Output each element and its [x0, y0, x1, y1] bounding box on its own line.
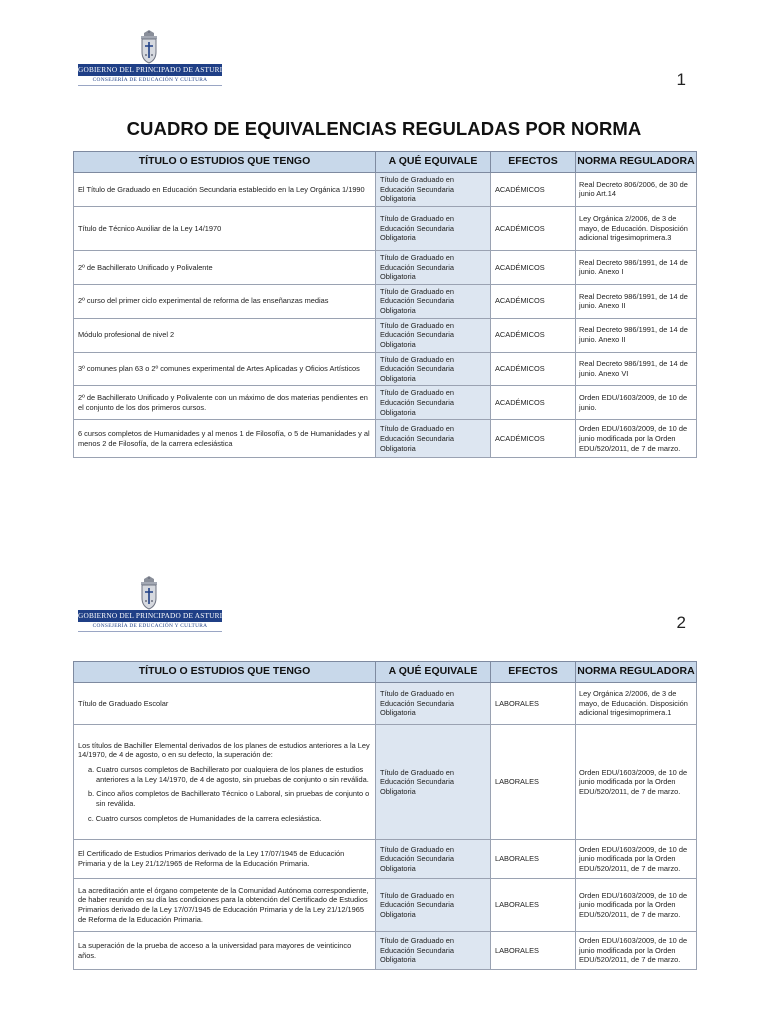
header-efectos: EFECTOS	[491, 152, 576, 173]
cell-estudios: El Título de Graduado en Educación Secundaria establecido en la Ley Orgánica 1/1990	[74, 173, 376, 207]
cell-estudios: La acreditación ante el órgano competente de la Comunidad Autónoma correspondiente, de haber reunido en su día las condiciones para la obtención del Certificado de Estudios Primarios derivado de la Ley 17/07/1945 de Educación Primaria y de la Ley 21/12/1965 de Reforma de la Educación Primaria.	[74, 879, 376, 932]
cell-estudios: El Certificado de Estudios Primarios derivado de la Ley 17/07/1945 de Educación Primaria y de la Ley 21/12/1965 de Reforma de la Educación Primaria.	[74, 840, 376, 879]
cell-norma: Orden EDU/1603/2009, de 10 de junio modificada por la Orden EDU/520/2011, de 7 de marzo.	[576, 420, 697, 458]
cell-estudios: 6 cursos completos de Humanidades y al menos 1 de Filosofía, o 5 de Humanidades y al menos 2 de Filosofía, de la carrera eclesiástica	[74, 420, 376, 458]
table-row	[74, 725, 697, 840]
cell-efectos: ACADÉMICOS	[491, 386, 576, 420]
cell-norma: Ley Orgánica 2/2006, de 3 de mayo, de Educación. Disposición adicional trigesimoprimera.1	[576, 683, 697, 725]
header-equivale: A QUÉ EQUIVALE	[376, 662, 491, 683]
cell-equivale: Título de Graduado en Educación Secundaria Obligatoria	[376, 173, 491, 207]
cell-equivale: Título de Graduado en Educación Secundaria Obligatoria	[376, 683, 491, 725]
table-row	[74, 386, 697, 420]
table-row	[74, 840, 697, 879]
cell-norma: Real Decreto 986/1991, de 14 de junio. Anexo II	[576, 284, 697, 318]
cell-efectos: LABORALES	[491, 932, 576, 970]
header-efectos: EFECTOS	[491, 662, 576, 683]
cell-efectos: ACADÉMICOS	[491, 318, 576, 352]
cell-efectos: ACADÉMICOS	[491, 206, 576, 250]
header-norma: NORMA REGULADORA	[576, 152, 697, 173]
cell-efectos: ACADÉMICOS	[491, 250, 576, 284]
cell-estudios: 2º curso del primer ciclo experimental de reforma de las enseñanzas medias	[74, 284, 376, 318]
table-row	[74, 420, 697, 458]
page-number: 2	[676, 613, 686, 632]
header-equivale: A QUÉ EQUIVALE	[376, 152, 491, 173]
cell-estudios: Título de Técnico Auxiliar de la Ley 14/1970	[74, 206, 376, 250]
table-row	[74, 250, 697, 284]
cell-equivale: Título de Graduado en Educación Secundaria Obligatoria	[376, 840, 491, 879]
cell-efectos: LABORALES	[491, 725, 576, 840]
equivalences-table-labor	[73, 661, 697, 970]
table-row	[74, 879, 697, 932]
logo-underline	[78, 85, 222, 86]
cell-efectos: ACADÉMICOS	[491, 284, 576, 318]
cell-equivale: Título de Graduado en Educación Secundaria Obligatoria	[376, 879, 491, 932]
cell-efectos: LABORALES	[491, 683, 576, 725]
cell-estudios: La superación de la prueba de acceso a la universidad para mayores de veinticinco años.	[74, 932, 376, 970]
cell-equivale: Título de Graduado en Educación Secundaria Obligatoria	[376, 206, 491, 250]
cell-estudios: Título de Graduado Escolar	[74, 683, 376, 725]
cell-equivale: Título de Graduado en Educación Secundaria Obligatoria	[376, 318, 491, 352]
cell-estudios: Módulo profesional de nivel 2	[74, 318, 376, 352]
cell-norma: Orden EDU/1603/2009, de 10 de junio modificada por la Orden EDU/520/2011, de 7 de marzo.	[576, 879, 697, 932]
cell-equivale: Título de Graduado en Educación Secundaria Obligatoria	[376, 352, 491, 386]
header-estudios: TÍTULO O ESTUDIOS QUE TENGO	[74, 662, 376, 683]
requirement-item-c: c. Cuatro cursos completos de Humanidades de la carrera eclesiástica.	[88, 813, 322, 823]
logo-banner-text: GOBIERNO DEL PRINCIPADO DE ASTURIAS	[78, 611, 233, 620]
document-page-2	[0, 560, 768, 1024]
cell-equivale: Título de Graduado en Educación Secundaria Obligatoria	[376, 250, 491, 284]
header-estudios: TÍTULO O ESTUDIOS QUE TENGO	[74, 152, 376, 173]
table-row	[74, 318, 697, 352]
coat-of-arms-icon	[136, 576, 162, 610]
coat-of-arms-icon	[136, 30, 162, 64]
requirement-item-b: b. Cinco años completos de Bachillerato Técnico o Laboral, sin pruebas de conjunto o sin reválida.	[88, 789, 370, 808]
cell-equivale: Título de Graduado en Educación Secundaria Obligatoria	[376, 420, 491, 458]
requirement-item-a: a. Cuatro cursos completos de Bachillerato por cualquiera de los planes de estudios anteriores a la Ley 14/1970, de 4 de agosto, sin pruebas de conjunto o sin reválida.	[88, 765, 369, 784]
table-row	[74, 206, 697, 250]
cell-efectos: ACADÉMICOS	[491, 420, 576, 458]
cell-equivale: Título de Graduado en Educación Secundaria Obligatoria	[376, 386, 491, 420]
cell-norma: Real Decreto 806/2006, de 30 de junio Art.14	[576, 173, 697, 207]
cell-equivale: Título de Graduado en Educación Secundaria Obligatoria	[376, 725, 491, 840]
cell-norma: Orden EDU/1603/2009, de 10 de junio modificada por la Orden EDU/520/2011, de 7 de marzo.	[576, 840, 697, 879]
requirements-intro: Los títulos de Bachiller Elemental derivados de los planes de estudios anteriores a la Ley 14/1970, de 4 de agosto, o en su defecto, la superación de:	[78, 740, 370, 760]
logo-banner-text: GOBIERNO DEL PRINCIPADO DE ASTURIAS	[78, 65, 233, 74]
cell-norma: Ley Orgánica 2/2006, de 3 de mayo, de Educación. Disposición adicional trigesimoprimera.3	[576, 206, 697, 250]
cell-efectos: ACADÉMICOS	[491, 173, 576, 207]
cell-estudios	[74, 725, 376, 840]
table-row	[74, 284, 697, 318]
cell-estudios: 2º de Bachillerato Unificado y Polivalente con un máximo de dos materias pendientes en el conjunto de los dos primeros cursos.	[74, 386, 376, 420]
table-header-row	[74, 662, 697, 683]
table-row	[74, 932, 697, 970]
cell-efectos: ACADÉMICOS	[491, 352, 576, 386]
cell-norma: Orden EDU/1603/2009, de 10 de junio modificada por la Orden EDU/520/2011, de 7 de marzo.	[576, 725, 697, 840]
logo-subtitle: CONSEJERÍA DE EDUCACIÓN Y CULTURA	[92, 77, 208, 83]
cell-efectos: LABORALES	[491, 840, 576, 879]
cell-estudios: 3º comunes plan 63 o 2º comunes experimental de Artes Aplicadas y Oficios Artísticos	[74, 352, 376, 386]
table-header-row	[74, 152, 697, 173]
logo-subtitle: CONSEJERÍA DE EDUCACIÓN Y CULTURA	[92, 623, 208, 629]
cell-estudios: 2º de Bachillerato Unificado y Polivalente	[74, 250, 376, 284]
cell-equivale: Título de Graduado en Educación Secundaria Obligatoria	[376, 932, 491, 970]
page-number: 1	[676, 70, 686, 89]
cell-norma: Real Decreto 986/1991, de 14 de junio. Anexo VI	[576, 352, 697, 386]
cell-norma: Orden EDU/1603/2009, de 10 de junio modificada por la Orden EDU/520/2011, de 7 de marzo.	[576, 932, 697, 970]
table-row	[74, 173, 697, 207]
cell-norma: Orden EDU/1603/2009, de 10 de junio.	[576, 386, 697, 420]
document-title: CUADRO DE EQUIVALENCIAS REGULADAS POR NORMA	[126, 118, 642, 139]
header-norma: NORMA REGULADORA	[576, 662, 697, 683]
table-row	[74, 683, 697, 725]
cell-equivale: Título de Graduado en Educación Secundaria Obligatoria	[376, 284, 491, 318]
cell-norma: Real Decreto 986/1991, de 14 de junio. Anexo II	[576, 318, 697, 352]
table-row	[74, 352, 697, 386]
equivalences-table-academic	[73, 151, 697, 458]
cell-efectos: LABORALES	[491, 879, 576, 932]
cell-norma: Real Decreto 986/1991, de 14 de junio. Anexo I	[576, 250, 697, 284]
logo-underline	[78, 631, 222, 632]
